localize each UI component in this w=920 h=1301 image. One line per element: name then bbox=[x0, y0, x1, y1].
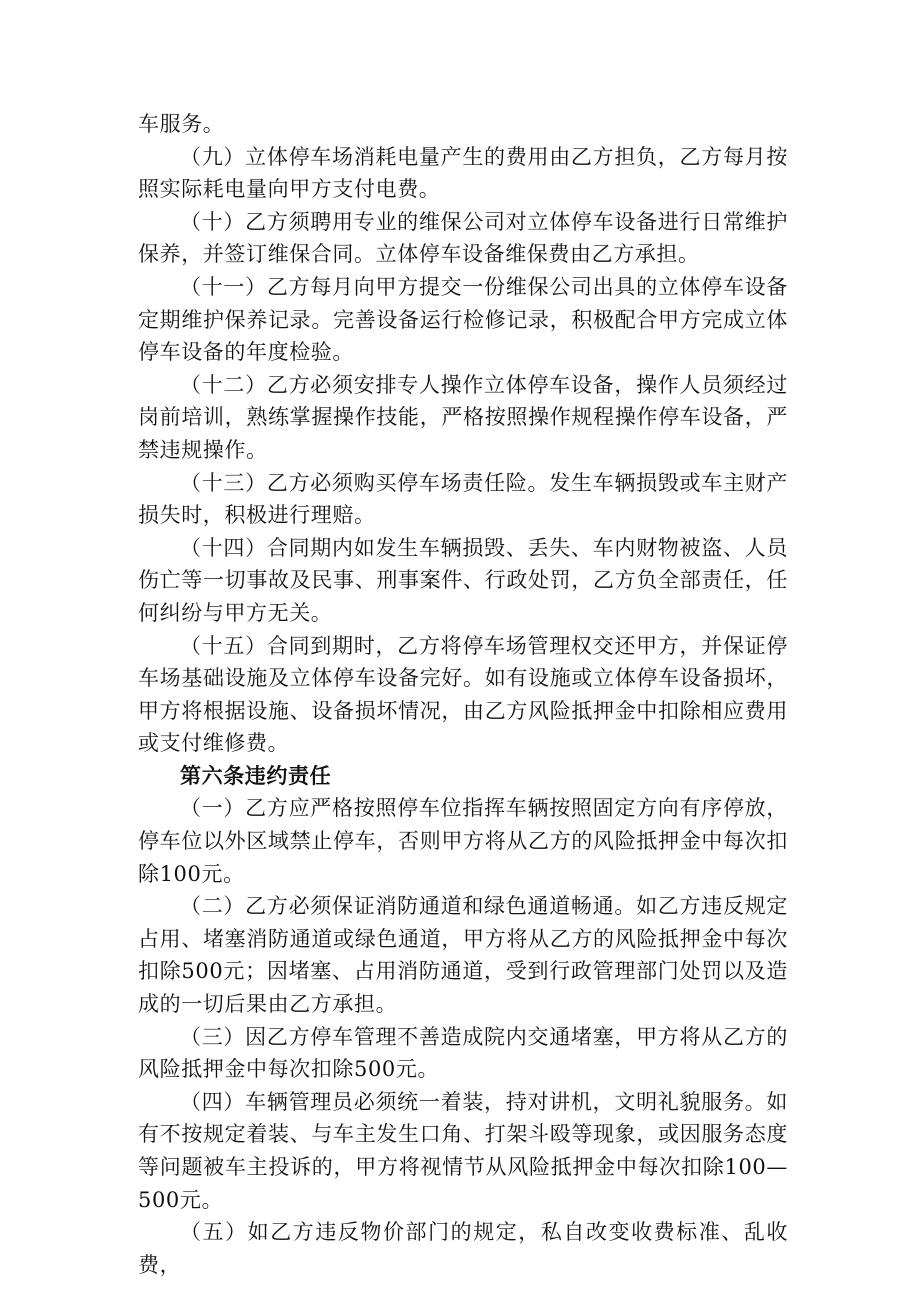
paragraph-continuation: 车服务。 bbox=[138, 112, 225, 136]
paragraph-liability-4: （四）车辆管理员必须统一着装，持对讲机，文明礼貌服务。如有不按规定着装、与车主发生口角、打架斗殴等现象，或因服务态度等问题被车主投诉的，甲方将视情节从风险抵押金中每次扣除100—500元。 bbox=[138, 1089, 788, 1212]
paragraph-clause-13: （十三）乙方必须购买停车场责任险。发生车辆损毁或车主财产损失时，积极进行理赔。 bbox=[138, 470, 788, 528]
paragraph-liability-5: （五）如乙方违反物价部门的规定，私自改变收费标准、乱收费， bbox=[138, 1220, 788, 1277]
paragraph-liability-3: （三）因乙方停车管理不善造成院内交通堵塞，甲方将从乙方的风险抵押金中每次扣除500元。 bbox=[138, 1024, 788, 1082]
paragraph-clause-12: （十二）乙方必须安排专人操作立体停车设备，操作人员须经过岗前培训，熟练掌握操作技能，严格按照操作规程操作停车设备，严禁违规操作。 bbox=[138, 372, 788, 462]
paragraph-clause-11: （十一）乙方每月向甲方提交一份维保公司出具的立体停车设备定期维护保养记录。完善设备运行检修记录，积极配合甲方完成立体停车设备的年度检验。 bbox=[138, 274, 788, 365]
paragraph-clause-15: （十五）合同到期时，乙方将停车场管理权交还甲方，并保证停车场基础设施及立体停车设备完好。如有设施或立体停车设备损坏，甲方将根据设施、设备损坏情况，由乙方风险抵押金中扣除相应费用或支付维修费。 bbox=[138, 633, 788, 756]
paragraph-clause-9: （九）立体停车场消耗电量产生的费用由乙方担负，乙方每月按照实际耗电量向甲方支付电费。 bbox=[138, 144, 788, 202]
section-heading: 第六条违约责任 bbox=[180, 763, 332, 788]
paragraph-clause-14: （十四）合同期内如发生车辆损毁、丢失、车内财物被盗、人员伤亡等一切事故及民事、刑事案件、行政处罚，乙方负全部责任，任何纠纷与甲方无关。 bbox=[138, 535, 788, 625]
paragraph-liability-2: （二）乙方必须保证消防通道和绿色通道畅通。如乙方违反规定占用、堵塞消防通道或绿色通道，甲方将从乙方的风险抵押金中每次扣除500元；因堵塞、占用消防通道，受到行政管理部门处罚以及造成的一切后果由乙方承担。 bbox=[138, 894, 788, 1017]
paragraph-clause-10: （十）乙方须聘用专业的维保公司对立体停车设备进行日常维护保养，并签订维保合同。立体停车设备维保费由乙方承担。 bbox=[138, 209, 788, 267]
paragraph-liability-1: （一）乙方应严格按照停车位指挥车辆按照固定方向有序停放，停车位以外区域禁止停车，否则甲方将从乙方的风险抵押金中每次扣除100元。 bbox=[138, 796, 788, 886]
document-page bbox=[138, 108, 788, 1281]
